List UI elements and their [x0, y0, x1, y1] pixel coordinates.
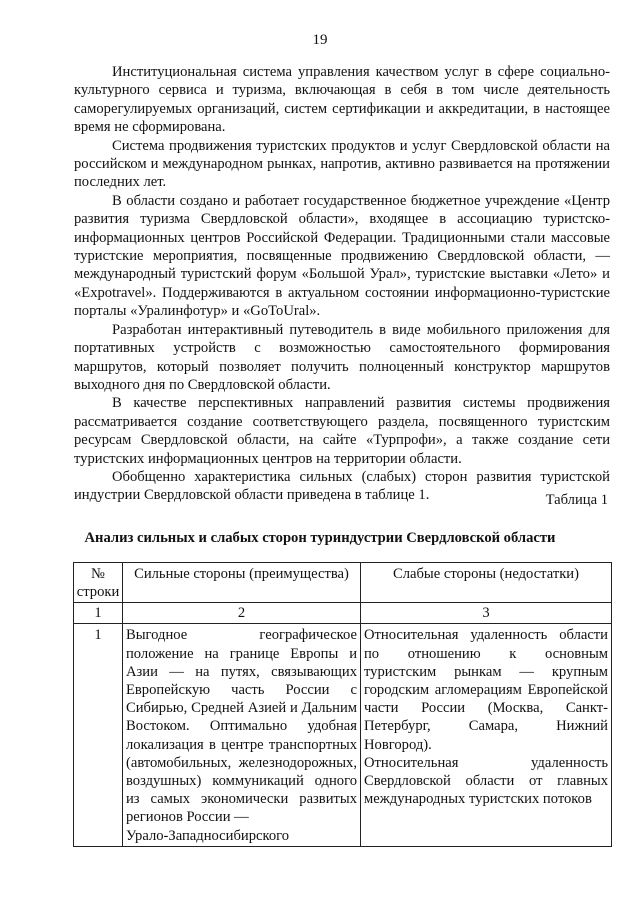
strength-text: Выгодное географическое положение на границе Европы и Азии — на путях, связывающих Европейскую часть России с Сибирью, Средней Азией и Дальним Востоком. Оптимально удобная локализация в центре транспортных (автомобильных, железнодорожных, воздушных) коммуникаций одного из самых экономически развитых регионов России — — [126, 627, 357, 826]
header-row-number-line1: № — [91, 566, 105, 582]
table-header-row — [74, 563, 612, 603]
column-number: 2 — [123, 603, 361, 624]
column-number-row — [74, 603, 612, 624]
weakness-text: Относительная удаленность области по отношению к основным туристским рынкам — крупным городским агломерациям Европейской части России (Москва, Санкт-Петербург, Самара, Нижний Новгород). — [364, 627, 608, 753]
swot-table — [73, 562, 612, 847]
header-row-number-line2: строки — [76, 584, 120, 601]
table-row — [74, 624, 612, 846]
body-text — [74, 63, 610, 505]
table-label: Таблица 1 — [545, 492, 608, 508]
strength-cell — [123, 624, 361, 846]
weakness-text: Относительная удаленность Свердловской области от главных международных туристских потоков — [364, 754, 608, 808]
paragraph: В качестве перспективных направлений развития системы продвижения рассматривается создание соответствующего раздела, посвященного туристским ресурсам Свердловской области, на сайте «Турпрофи», а также создание сети туристских информационных центров на территории области. — [74, 395, 610, 467]
paragraph: Разработан интерактивный путеводитель в виде мобильного приложения для портативных устройств с возможностью самостоятельного формирования маршрутов, который позволяет получить полноценный конструктор маршрутов выходного дня по Свердловской области. — [74, 321, 610, 393]
table-title: Анализ сильных и слабых сторон туриндустрии Свердловской области — [84, 530, 556, 546]
page-number: 19 — [312, 32, 328, 48]
row-number: 1 — [74, 624, 123, 846]
column-number: 3 — [361, 603, 612, 624]
header-weaknesses: Слабые стороны (недостатки) — [361, 563, 612, 603]
paragraph: Система продвижения туристских продуктов и услуг Свердловской области на российском и международном рынках, напротив, активно развивается на протяжении последних лет. — [74, 137, 610, 191]
header-strengths: Сильные стороны (преимущества) — [123, 563, 361, 603]
column-number: 1 — [74, 603, 123, 624]
paragraph: В области создано и работает государственное бюджетное учреждение «Центр развития туризма Свердловской области», входящее в ассоциацию туристско-информационных центров Российской Федерации. Традиционными стали массовые туристские мероприятия, посвященные продвижению Свердловской области, — международный туристский форум «Большой Урал», туристские выставки «Лето» и «Expotravel». Поддерживаются в актуальном состоянии информационно-туристские порталы «Уралинфотур» и «GoToUral». — [74, 192, 610, 320]
header-row-number — [74, 563, 123, 603]
strength-text-continued: Урало-Западносибирского — [126, 827, 290, 844]
paragraph: Институциональная система управления качеством услуг в сфере социально-культурного сервиса и туризма, включающая в себя в том числе деятельность саморегулируемых организаций, систем сертификации и аккредитации, в настоящее время не сформирована. — [74, 64, 610, 136]
paragraph: Обобщенно характеристика сильных (слабых) сторон развития туристской индустрии Свердловской области приведена в таблице 1. — [74, 468, 610, 504]
weakness-cell — [361, 624, 612, 846]
